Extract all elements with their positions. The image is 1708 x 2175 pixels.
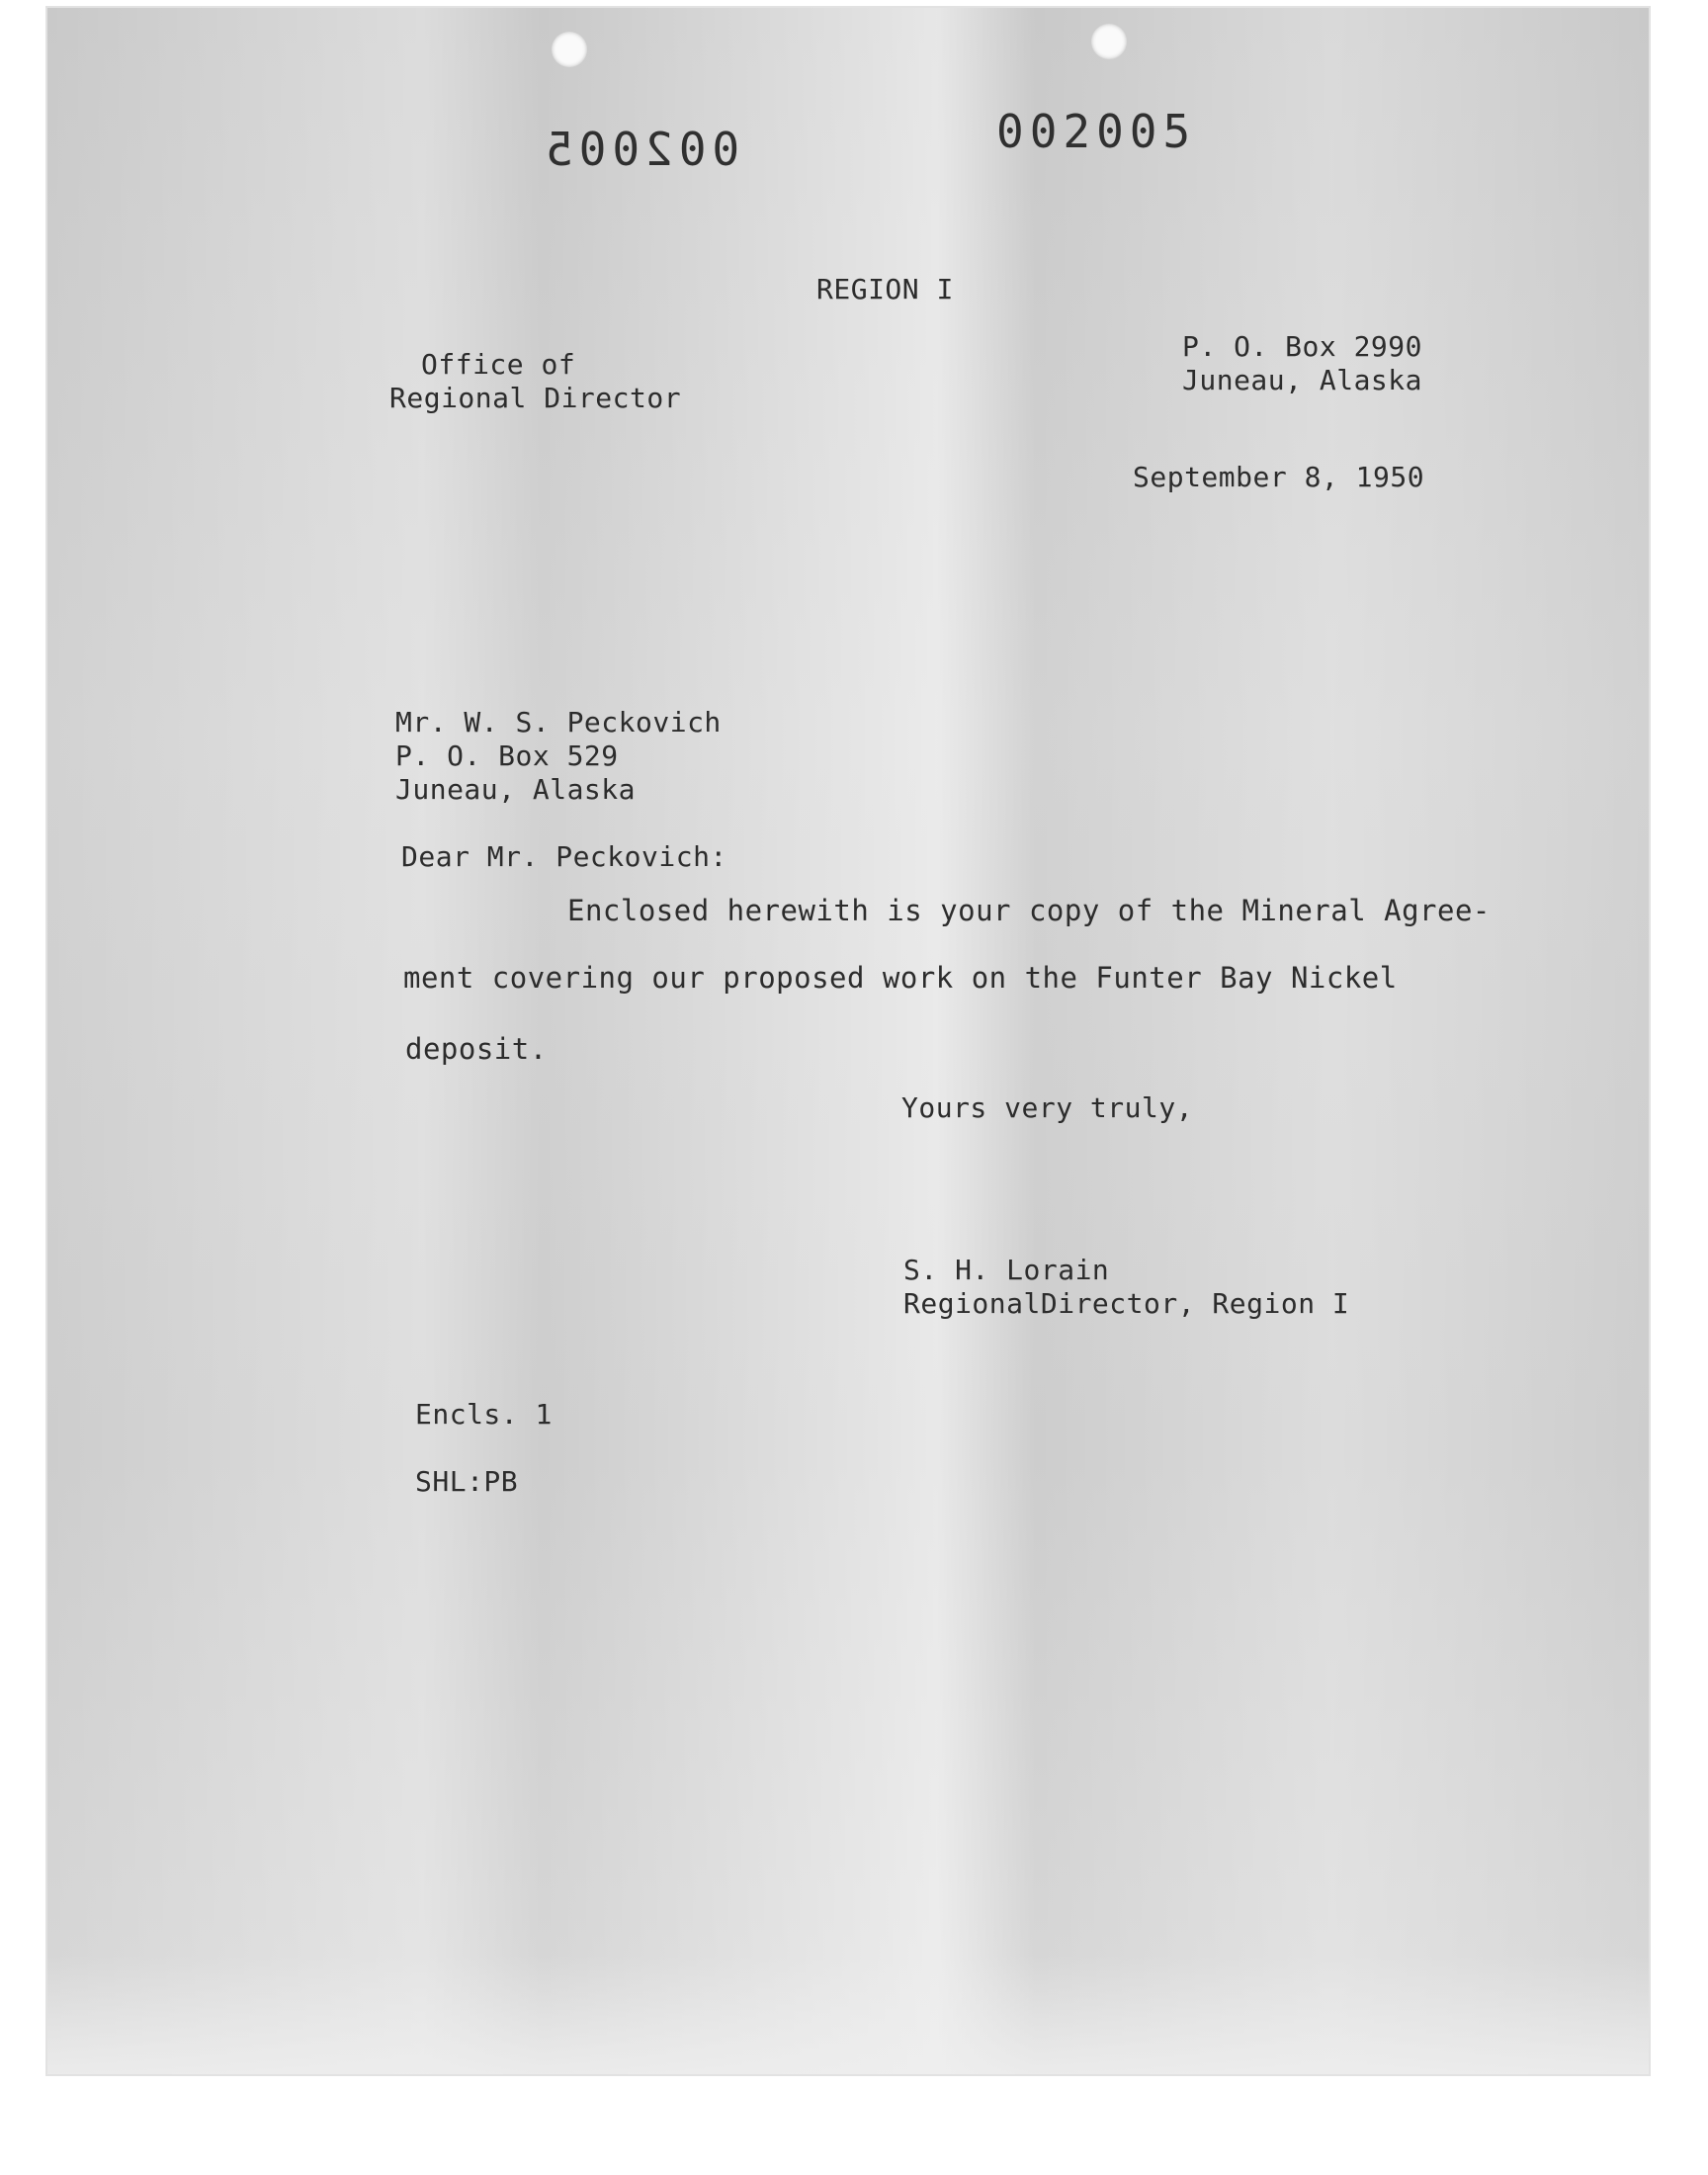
body-line-3: deposit. — [405, 1032, 548, 1066]
punch-hole-left — [552, 32, 587, 67]
sender-address-line-2: Juneau, Alaska — [1182, 364, 1423, 396]
region-heading: REGION I — [816, 273, 954, 305]
salutation: Dear Mr. Peckovich: — [401, 840, 727, 873]
enclosures-note: Encls. 1 — [415, 1398, 553, 1431]
punch-hole-right — [1091, 24, 1127, 59]
recipient-address-line-2: Juneau, Alaska — [395, 773, 637, 806]
office-line-1: Office of — [421, 348, 576, 381]
recipient-name: Mr. W. S. Peckovich — [395, 706, 722, 739]
office-line-2: Regional Director — [389, 382, 682, 414]
closing: Yours very truly, — [901, 1091, 1194, 1124]
letter-sheet — [47, 8, 1649, 2074]
body-line-1: Enclosed herewith is your copy of the Mineral Agree- — [567, 894, 1491, 927]
stamp-number-mirrored: 002005 — [540, 123, 740, 176]
signatory-title: RegionalDirector, Region I — [903, 1287, 1350, 1320]
signatory-name: S. H. Lorain — [903, 1254, 1110, 1286]
letter-date: September 8, 1950 — [1133, 461, 1425, 493]
recipient-address-line-1: P. O. Box 529 — [395, 740, 619, 772]
body-line-2: ment covering our proposed work on the Funter Bay Nickel — [403, 961, 1398, 995]
typist-initials: SHL:PB — [415, 1465, 519, 1498]
sender-address-line-1: P. O. Box 2990 — [1182, 330, 1423, 363]
stamp-number: 002005 — [996, 105, 1197, 158]
